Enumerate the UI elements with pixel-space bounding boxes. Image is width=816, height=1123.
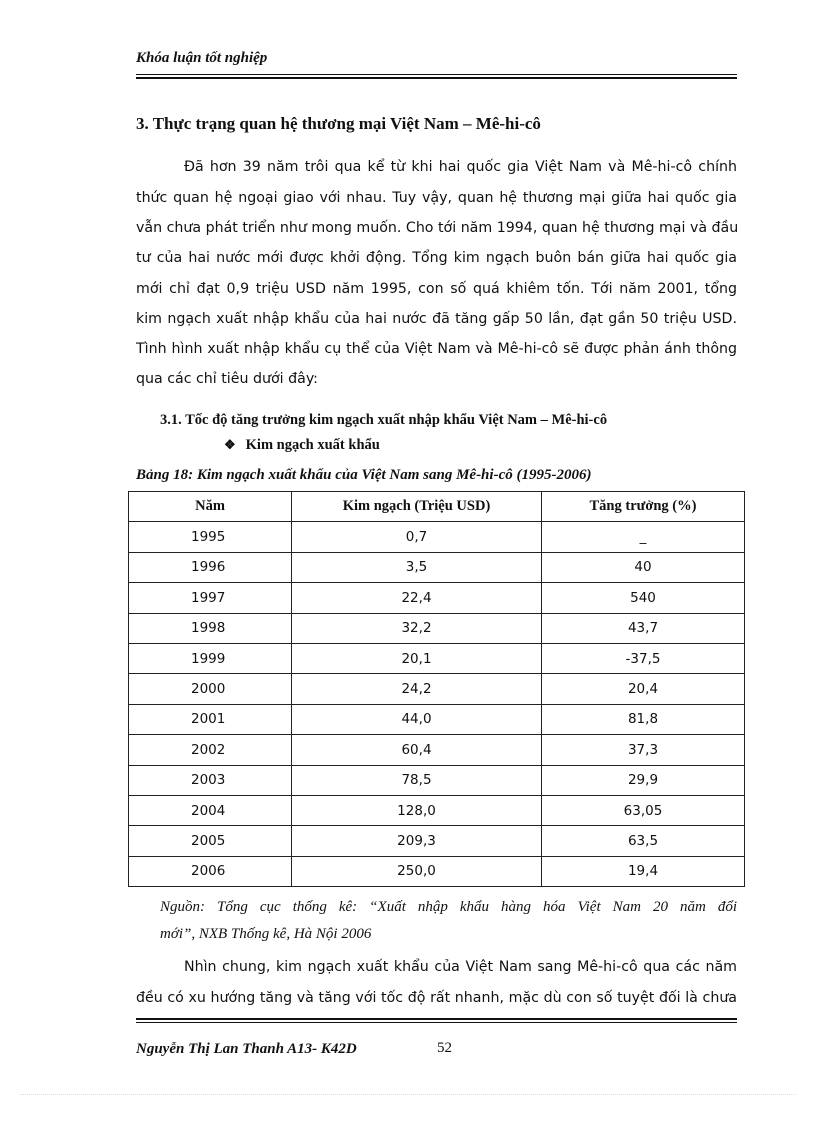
bullet-text: Kim ngạch xuất khẩu	[245, 437, 380, 453]
cell-growth: 20,4	[542, 674, 745, 704]
footer-rule-thick	[136, 1018, 737, 1020]
cell-growth: 540	[542, 583, 745, 613]
diamond-bullet-icon: ❖	[224, 437, 236, 452]
table-row	[129, 704, 745, 734]
table-row	[129, 826, 745, 856]
export-table	[128, 491, 745, 887]
closing-line: đều có xu hướng tăng và tăng với tốc độ rất nhanh, mặc dù con số tuyệt đối là chưa	[136, 990, 737, 1006]
cell-year: 2005	[129, 826, 292, 856]
cell-year: 1999	[129, 643, 292, 673]
cell-value: 3,5	[292, 552, 542, 582]
intro-line: Đã hơn 39 năm trôi qua kể từ khi hai quốc gia Việt Nam và Mê-hi-cô chính	[184, 159, 737, 175]
column-header-year: Năm	[129, 492, 292, 522]
cell-growth: 40	[542, 552, 745, 582]
cell-year: 2000	[129, 674, 292, 704]
cell-value: 209,3	[292, 826, 542, 856]
cell-value: 128,0	[292, 795, 542, 825]
cell-year: 2002	[129, 735, 292, 765]
cell-year: 2006	[129, 856, 292, 886]
table-caption: Bảng 18: Kim ngạch xuất khẩu của Việt Nam sang Mê-hi-cô (1995-2006)	[136, 467, 592, 483]
cell-value: 20,1	[292, 643, 542, 673]
table-row	[129, 552, 745, 582]
intro-line: kim ngạch xuất nhập khẩu của hai nước đã tăng gấp 50 lần, đạt gần 50 triệu USD.	[136, 311, 737, 327]
cell-value: 60,4	[292, 735, 542, 765]
cell-growth: 81,8	[542, 704, 745, 734]
subsection-heading: 3.1. Tốc độ tăng trưởng kim ngạch xuất nhập khẩu Việt Nam – Mê-hi-cô	[160, 412, 608, 428]
cell-growth: 63,5	[542, 826, 745, 856]
intro-line: thức quan hệ ngoại giao với nhau. Tuy vậy, quan hệ thương mại giữa hai quốc gia	[136, 190, 737, 206]
page-edge-divider	[20, 1094, 796, 1095]
table-row	[129, 735, 745, 765]
table-header-row	[129, 492, 745, 522]
cell-value: 250,0	[292, 856, 542, 886]
header-title: Khóa luận tốt nghiệp	[136, 50, 268, 66]
cell-value: 24,2	[292, 674, 542, 704]
column-header-value: Kim ngạch (Triệu USD)	[292, 492, 542, 522]
cell-year: 1995	[129, 522, 292, 552]
page-number: 52	[437, 1040, 452, 1056]
cell-year: 2001	[129, 704, 292, 734]
cell-growth: 43,7	[542, 613, 745, 643]
cell-year: 1998	[129, 613, 292, 643]
cell-year: 1997	[129, 583, 292, 613]
table-row	[129, 795, 745, 825]
column-header-growth: Tăng trưởng (%)	[542, 492, 745, 522]
cell-value: 78,5	[292, 765, 542, 795]
table-row	[129, 643, 745, 673]
cell-growth: 63,05	[542, 795, 745, 825]
table-row	[129, 856, 745, 886]
section-heading: 3. Thực trạng quan hệ thương mại Việt Nam – Mê-hi-cô	[136, 114, 541, 133]
source-line: Nguồn: Tổng cục thống kê: “Xuất nhập khẩu hàng hóa Việt Nam 20 năm đổi	[160, 899, 737, 915]
cell-value: 32,2	[292, 613, 542, 643]
bullet-item	[224, 437, 380, 454]
closing-line: Nhìn chung, kim ngạch xuất khẩu của Việt Nam sang Mê-hi-cô qua các năm	[184, 959, 737, 975]
table-row	[129, 613, 745, 643]
header-rule-thick	[136, 77, 737, 79]
table-body	[129, 522, 745, 887]
source-line: mới”, NXB Thống kê, Hà Nội 2006	[160, 926, 372, 942]
intro-line: Tình hình xuất nhập khẩu cụ thể của Việt Nam và Mê-hi-cô sẽ được phản ánh thông	[136, 341, 737, 357]
footer-author: Nguyễn Thị Lan Thanh A13- K42D	[136, 1041, 357, 1057]
cell-year: 2003	[129, 765, 292, 795]
cell-growth: 19,4	[542, 856, 745, 886]
cell-year: 1996	[129, 552, 292, 582]
cell-growth: -37,5	[542, 643, 745, 673]
cell-growth: 37,3	[542, 735, 745, 765]
cell-growth: 29,9	[542, 765, 745, 795]
intro-line: tư của hai nước mới được khởi động. Tổng kim ngạch buôn bán giữa hai quốc gia	[136, 250, 737, 266]
table-row	[129, 674, 745, 704]
cell-value: 22,4	[292, 583, 542, 613]
header-rule-thin	[136, 74, 737, 75]
cell-year: 2004	[129, 795, 292, 825]
cell-value: 0,7	[292, 522, 542, 552]
intro-line: mới chỉ đạt 0,9 triệu USD năm 1995, con số quá khiêm tốn. Tới năm 2001, tổng	[136, 281, 737, 297]
intro-line: vẫn chưa phát triển như mong muốn. Cho tới năm 1994, quan hệ thương mại và đầu	[136, 220, 739, 236]
intro-line: qua các chỉ tiêu dưới đây:	[136, 371, 318, 387]
footer-rule-thin	[136, 1022, 737, 1023]
cell-value: 44,0	[292, 704, 542, 734]
cell-growth: _	[542, 522, 745, 552]
table-row	[129, 765, 745, 795]
table-row	[129, 583, 745, 613]
table-row	[129, 522, 745, 552]
